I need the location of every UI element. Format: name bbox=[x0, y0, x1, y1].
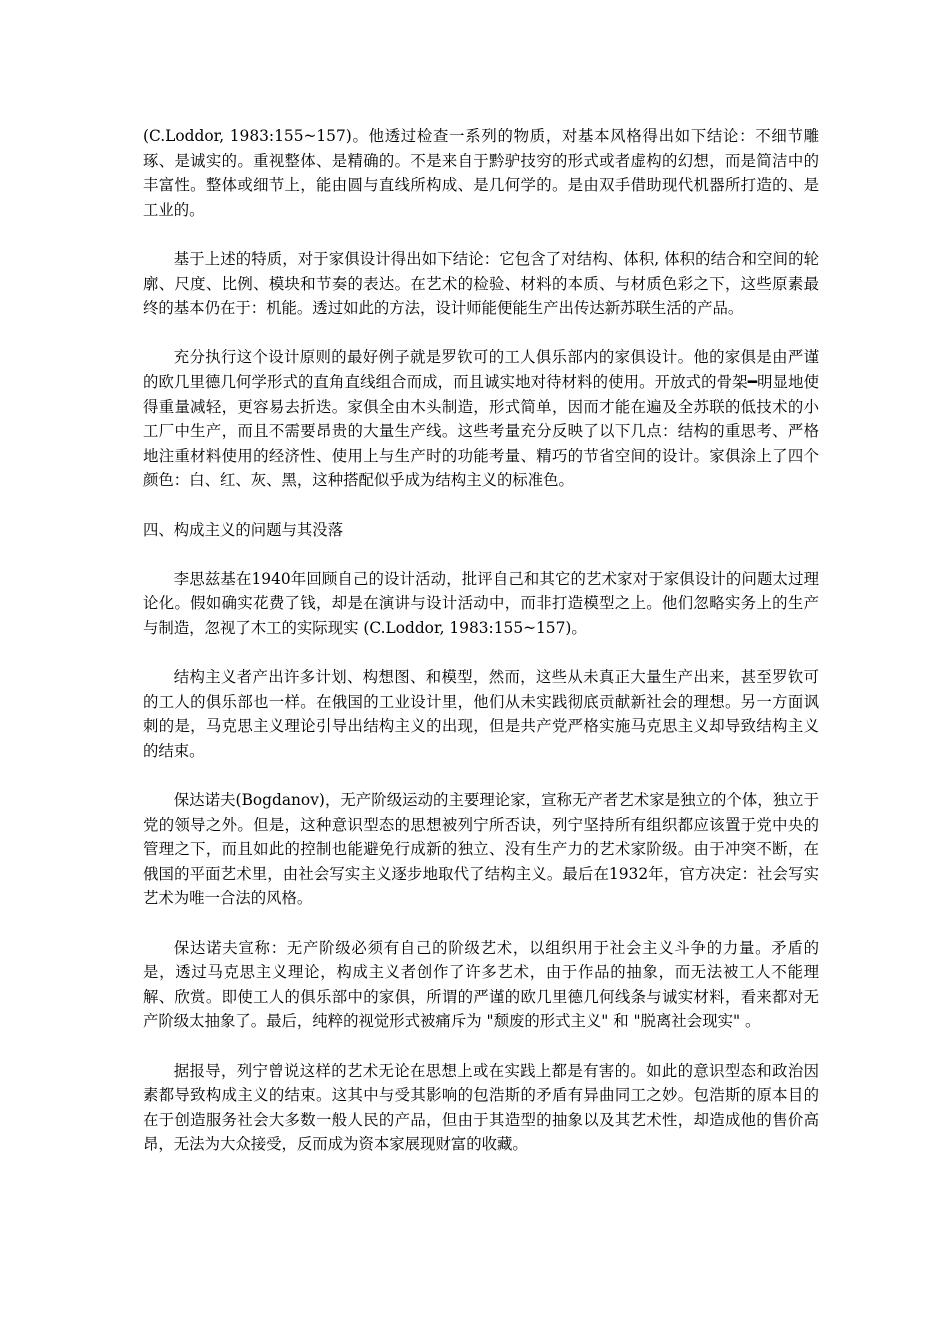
paragraph-4: 李思兹基在1940年回顾自己的设计活动，批评自己和其它的艺术家对于家俱设计的问题太过理论化。假如确实花费了钱，却是在演讲与设计活动中，而非打造模型之上。他们忽略实务上的生产与制造，忽视了木工的实际现实 (C.Loddor, 1983:155~157)。 bbox=[143, 569, 819, 637]
paragraph-1: (C.Loddor, 1983:155~157)。他透过检查一系列的物质，对基本风格得出如下结论：不细节雕琢、是诚实的。重视整体、是精确的。不是来自于黔驴技穷的形式或者虚构的幻想，而是简洁中的丰富性。整体或细节上，能由圆与直线所构成、是几何学的。是由双手借助现代机器所打造的、是工业的。 bbox=[143, 127, 819, 219]
paragraph-7: 保达诺夫宣称：无产阶级必须有自己的阶级艺术，以组织用于社会主义斗争的力量。矛盾的是，透过马克思主义理论，构成主义者创作了许多艺术，由于作品的抽象，而无法被工人不能理解、欣赏。即使工人的俱乐部中的家俱，所谓的严谨的欧几里德几何线条与诚实材料，看来都对无产阶级太抽象了。最后，纯粹的视觉形式被痛斥为 "颓废的形式主义" 和 "脱离社会现实" 。 bbox=[143, 938, 819, 1031]
paragraph-2: 基于上述的特质，对于家俱设计得出如下结论：它包含了对结构、体积, 体积的结合和空间的轮廓、尺度、比例、模块和节奏的表达。在艺术的检验、材料的本质、与材质色彩之下，这些原素最终的基本仍在于：机能。透过如此的方法，设计师能便能生产出传达新苏联生活的产品。 bbox=[143, 249, 819, 318]
paragraph-6: 保达诺夫(Bogdanov)，无产阶级运动的主要理论家，宣称无产者艺术家是独立的个体，独立于党的领导之外。但是，这种意识型态的思想被列宁所否诀，列宁坚持所有组织都应该置于党中央的管理之下，而且如此的控制也能避免行成新的独立、没有生产力的艺术家阶级。由于冲突不断，在俄国的平面艺术里，由社会写实主义逐步地取代了结构主义。最后在1932年，官方决定：社会写实艺术为唯一合法的风格。 bbox=[143, 791, 819, 908]
paragraph-3: 充分执行这个设计原则的最好例子就是罗钦可的工人俱乐部内的家俱设计。他的家俱是由严谨的欧几里德几何学形式的直角直线组合而成，而且诚实地对待材料的使用。开放式的骨架━明显地使得重量减轻，更容易去折迭。家俱全由木头制造，形式简单，因而才能在遍及全苏联的低技术的小工厂中生产，而且不需要昂贵的大量生产线。这些考量充分反映了以下几点：结构的重思考、严格地注重材料使用的经济性、使用上与生产时的功能考量、精巧的节省空间的设计。家俱涂上了四个颜色：白、红、灰、黑，这种搭配似乎成为结构主义的标准色。 bbox=[143, 348, 819, 490]
paragraph-5: 结构主义者产出许多计划、构想图、和模型，然而，这些从未真正大量生产出来，甚至罗钦可的工人的俱乐部也一样。在俄国的工业设计里，他们从未实践彻底贡献新社会的理想。另一方面讽刺的是，马克思主义理论引导出结构主义的出现，但是共产党严格实施马克思主义却导致结构主义的结束。 bbox=[143, 668, 819, 760]
document-page bbox=[143, 124, 819, 1182]
paragraph-8: 据报导，列宁曾说这样的艺术无论在思想上或在实践上都是有害的。如此的意识型态和政治因素都导致构成主义的结束。这其中与受其影响的包浩斯的矛盾有异曲同工之妙。包浩斯的原本目的在于创造服务社会大多数一般人民的产品，但由于其造型的抽象以及其艺术性，却造成他的售价高昂，无法为大众接受，反而成为资本家展现财富的收藏。 bbox=[143, 1061, 819, 1154]
section-heading: 四、构成主义的问题与其没落 bbox=[143, 520, 344, 539]
